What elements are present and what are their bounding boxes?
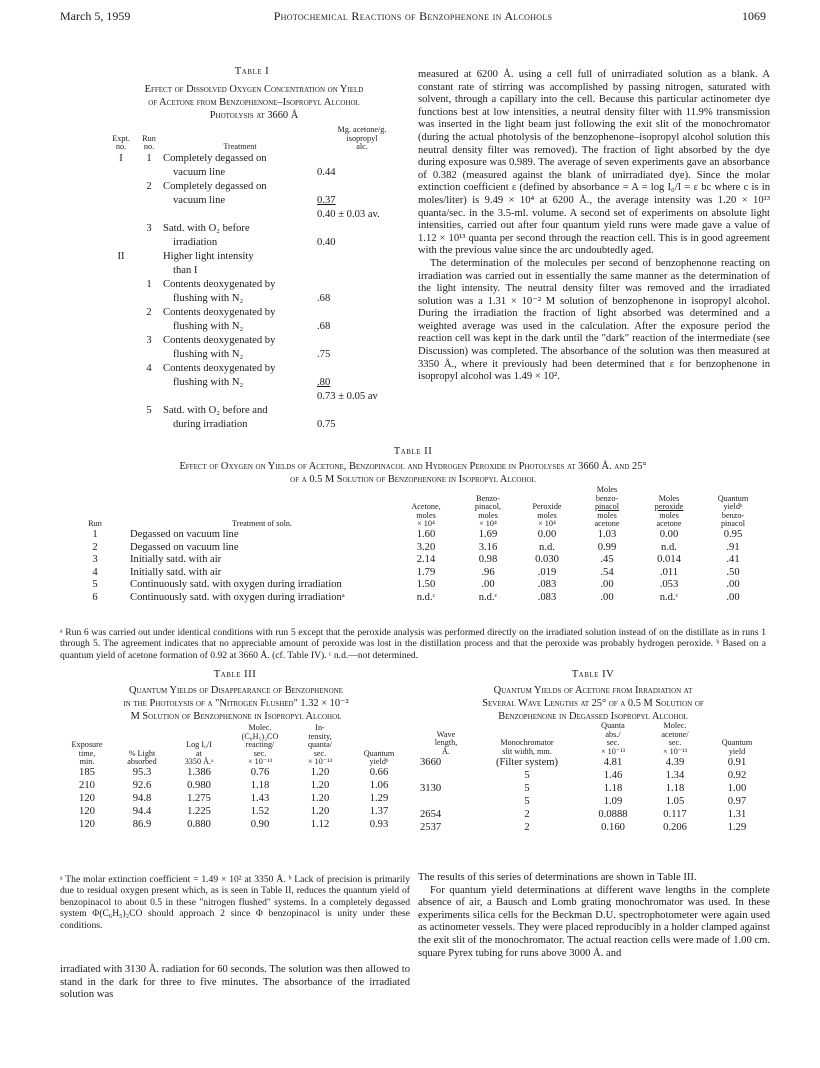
table-cell-value: .80	[317, 377, 331, 389]
table-cell-ratio2: 0.00	[659, 528, 679, 540]
table-cell-run: 4	[146, 363, 152, 375]
table-cell-benzopinacol: 0.98	[478, 554, 498, 566]
table-cell-quanta: 4.81	[603, 756, 623, 768]
table-4-label: Table IV	[571, 669, 615, 680]
table-2-caption: Effect of Oxygen on Yields of Acetone, Benzopinacol and Hydrogen Peroxide in Photolyses at 3660 Å. and 25° of a 0.5 M Solution of Benzophenone in Isopropyl Alcohol	[179, 461, 647, 485]
table-row	[420, 795, 768, 808]
table-cell-wave: 3130	[420, 782, 442, 794]
table-cell-run	[135, 236, 163, 250]
table-cell-light: 86.9	[132, 819, 152, 831]
table-cell-time: 210	[79, 780, 95, 792]
table-cell-expt	[107, 194, 135, 208]
table-cell-quantum: 0.97	[727, 795, 747, 807]
table-cell-value	[317, 250, 407, 264]
table-cell-run	[135, 208, 163, 222]
table-cell-time: 120	[79, 806, 95, 818]
table-row	[420, 782, 768, 795]
table-cell-intensity: 1.12	[310, 819, 330, 831]
table-cell-log: 0.880	[187, 819, 211, 831]
paragraph: irradiated with 3130 Å. radiation for 60 seconds. The solution was then allowed to stand in the dark for three to five minutes. The absorbance of the irradiated solution was	[60, 964, 410, 1001]
table-row	[107, 348, 407, 362]
table-cell-acetone: 2.14	[416, 554, 436, 566]
table-cell-treatment: Contents deoxygenated by	[163, 307, 276, 319]
table-cell-quantum: 0.91	[727, 756, 747, 768]
table-cell-quanta: 1.46	[603, 769, 623, 781]
table-cell-peroxide: .083	[537, 591, 557, 603]
table-cell-quantum: 1.29	[369, 793, 389, 805]
table-cell-run: 3	[92, 554, 98, 566]
table-cell-run: 2	[92, 541, 98, 553]
table-row	[60, 780, 410, 793]
table-row	[107, 362, 407, 376]
table-cell-value: .68	[317, 293, 331, 305]
table-cell-run: 5	[146, 405, 152, 417]
table-cell-ratio1: 1.03	[597, 528, 617, 540]
table-cell-wave: 2654	[420, 808, 442, 820]
table-row	[107, 222, 407, 236]
table-cell-quantum: 1.29	[727, 821, 747, 833]
table-cell-run	[135, 264, 163, 278]
table-cell-acetone: 1.79	[416, 566, 436, 578]
table-row	[60, 529, 766, 542]
table-1-caption: Effect of Dissolved Oxygen Concentration on Yield of Acetone from Benzophenone–Isopropyl Alcohol Photolysis at 3660 Å	[144, 84, 364, 121]
table-cell-value: 0.37	[317, 195, 336, 207]
table-cell-acetone: 3.20	[416, 541, 436, 553]
table-cell-expt	[107, 222, 135, 236]
table-cell-log: 0.980	[187, 780, 211, 792]
table-cell-treatment: Degassed on vacuum line	[130, 528, 239, 540]
table-cell-quanta: 0.160	[601, 821, 625, 833]
table-cell-acetone: 1.60	[416, 528, 436, 540]
table-cell-benzopinacol: 1.69	[478, 528, 498, 540]
table-cell-quanta: 1.09	[603, 795, 623, 807]
table-cell-value	[317, 334, 407, 348]
table-cell-peroxide: .019	[537, 566, 557, 578]
table-cell-quantum: 1.00	[727, 782, 747, 794]
table-cell-run: 4	[92, 566, 98, 578]
table-cell-expt	[107, 306, 135, 320]
table-cell-quanta: 1.18	[603, 782, 623, 794]
table-cell-treatment: vacuum line	[173, 195, 226, 207]
table-cell-light: 94.8	[132, 793, 152, 805]
table-cell-ratio1: 0.99	[597, 541, 617, 553]
table-cell-run	[135, 348, 163, 362]
table-cell-molec: 1.18	[665, 782, 685, 794]
table-cell-wave	[420, 769, 472, 782]
table-cell-run	[135, 250, 163, 264]
table-2-footnote: ᵃ Run 6 was carried out under identical conditions with run 5 except that the peroxide analysis was performed directly on the irradiated solution instead of on the distillate as in runs 1 through 5. The agreement indicates that no appreciable amount of peroxide was lost in the distillation process and that the peroxide was probably hydrogen peroxide. ᵇ Based on a quantum yield of acetone formation of 0.92 at 3660 Å. (cf. Table IV). ᶜ n.d.—not determined.	[60, 627, 766, 661]
issue-date: March 5, 1959	[60, 9, 131, 23]
table-cell-quantum: .50	[726, 566, 740, 578]
table-cell-run	[135, 390, 163, 404]
table-3-label: Table III	[213, 669, 257, 680]
table-cell-expt	[107, 292, 135, 306]
table-cell-expt	[107, 348, 135, 362]
table-cell-value: 0.73 ± 0.05 av	[317, 391, 378, 403]
table-cell-time: 120	[79, 793, 95, 805]
table-cell-expt	[107, 362, 135, 376]
table-row	[107, 376, 407, 390]
table-row	[420, 756, 768, 769]
table-cell-treatment: flushing with N₂	[173, 377, 244, 389]
table-cell-intensity: 1.20	[310, 780, 330, 792]
table-cell-value: 0.75	[317, 419, 336, 431]
table-cell-treatment: Satd. with O₂ before	[163, 223, 250, 235]
table-cell-run: 2	[146, 307, 152, 319]
table-cell-wave: 2537	[420, 821, 442, 833]
table-row	[107, 390, 407, 404]
table-cell-treatment: irradiation	[173, 237, 218, 249]
table-row	[107, 236, 407, 250]
table-3-header: Exposure time, min. % Light absorbed Log I₀/I at 3350 Å.ᵃ Molec. (C₆H₅)₂CO reacting/ sec. × 10⁻¹³ In- tensity, quanta/ sec. × 10⁻¹³ Quantum yieldᵇ	[71, 723, 395, 767]
table-cell-value: 0.40	[317, 237, 336, 249]
table-cell-run: 2	[146, 181, 152, 193]
table-row	[107, 166, 407, 180]
table-cell-ratio2: n.d.ᶜ	[659, 591, 679, 603]
table-row	[107, 250, 407, 264]
table-cell-treatment: Contents deoxygenated by	[163, 363, 276, 375]
table-cell-treatment: Continuously satd. with oxygen during irradiation	[130, 579, 342, 591]
table-cell-quantum: 1.06	[369, 780, 389, 792]
table-row	[420, 808, 768, 821]
table-cell-treatment: Initially satd. with air	[130, 554, 222, 566]
table-row	[107, 264, 407, 278]
paragraph: The results of this series of determinations are shown in Table III.	[418, 872, 697, 883]
table-row	[107, 208, 407, 222]
table-cell-treatment: than I	[173, 265, 198, 277]
table-cell-log: 1.386	[187, 767, 211, 779]
table-cell-ratio2: n.d.	[661, 541, 677, 553]
table-cell-expt	[107, 180, 135, 194]
table-row	[60, 592, 766, 605]
table-row	[107, 194, 407, 208]
table-row	[60, 554, 766, 567]
table-cell-value	[317, 180, 407, 194]
table-cell-quantum: 1.31	[727, 808, 747, 820]
table-cell-treatment: Degassed on vacuum line	[130, 541, 239, 553]
table-cell-expt	[107, 390, 135, 404]
table-cell-peroxide: 0.00	[537, 528, 557, 540]
running-header	[60, 10, 766, 26]
table-cell-benzopinacol: .00	[481, 579, 495, 591]
table-cell-light: 95.3	[132, 767, 152, 779]
table-cell-expt	[107, 208, 135, 222]
table-cell-ratio2: .011	[659, 566, 679, 578]
table-cell-treatment: Contents deoxygenated by	[163, 335, 276, 347]
table-cell-run	[135, 320, 163, 334]
table-cell-run: 1	[92, 528, 98, 540]
table-cell-ratio1: .00	[600, 591, 614, 603]
table-cell-peroxide: n.d.	[539, 541, 555, 553]
table-cell-ratio2: 0.014	[657, 554, 681, 566]
table-cell-mono: 2	[524, 808, 530, 820]
table-cell-expt	[107, 418, 135, 432]
table-cell-molec: 4.39	[665, 756, 685, 768]
table-row	[420, 769, 768, 782]
table-cell-run: 6	[92, 591, 98, 603]
table-cell-molec: 1.43	[250, 793, 270, 805]
table-1	[102, 66, 402, 79]
table-cell-value	[317, 264, 407, 278]
table-row	[107, 152, 407, 166]
table-cell-treatment	[163, 390, 317, 404]
table-cell-benzopinacol: n.d.ᶜ	[478, 591, 498, 603]
table-cell-value	[317, 404, 407, 418]
table-cell-treatment: Continuously satd. with oxygen during irradiationᵃ	[130, 591, 345, 603]
table-row	[107, 404, 407, 418]
table-cell-expt	[107, 236, 135, 250]
table-cell-treatment: during irradiation	[173, 419, 248, 431]
table-row	[107, 306, 407, 320]
table-cell-wave: 3660	[420, 756, 442, 768]
table-cell-peroxide: .083	[537, 579, 557, 591]
table-cell-peroxide: 0.030	[535, 554, 559, 566]
table-4-grid	[420, 722, 768, 834]
table-row	[60, 767, 410, 780]
table-cell-expt	[107, 278, 135, 292]
table-cell-treatment	[163, 208, 317, 222]
table-cell-treatment: flushing with N₂	[173, 293, 244, 305]
table-cell-wave	[420, 795, 472, 808]
table-cell-value	[317, 278, 407, 292]
table-cell-value	[317, 222, 407, 236]
table-cell-run	[135, 166, 163, 180]
table-cell-treatment: flushing with N₂	[173, 349, 244, 361]
table-cell-expt: I	[119, 153, 123, 165]
table-cell-mono: (Filter system)	[495, 756, 559, 768]
table-cell-run	[135, 418, 163, 432]
table-cell-time: 120	[79, 819, 95, 831]
table-cell-expt	[107, 166, 135, 180]
table-cell-light: 94.4	[132, 806, 152, 818]
table-4-caption: Quantum Yields of Acetone from Irradiation at Several Wave Lengths at 25° of a 0.5 M Solution of Benzophenone in Degassed Isopropyl Alcohol	[482, 685, 704, 722]
table-row	[107, 334, 407, 348]
table-cell-treatment: Higher light intensity	[163, 251, 254, 263]
table-cell-quantum: .41	[726, 554, 740, 566]
table-cell-molec: 1.05	[665, 795, 685, 807]
table-2-header: Run Treatment of soln. Acetone, moles × 10⁴ Benzo- pinacol, moles × 10⁴ Peroxide moles × 10⁴ Moles benzo- pinacol moles acetone Moles peroxide moles acetone Quantum yieldᵇ benzo- pinacol	[88, 485, 749, 529]
table-cell-molec: 0.90	[250, 819, 270, 831]
table-cell-treatment: Completely degassed on	[163, 181, 267, 193]
table-cell-mono: 5	[524, 795, 530, 807]
table-cell-expt	[107, 334, 135, 348]
table-cell-value: .68	[317, 321, 331, 333]
table-row	[107, 180, 407, 194]
table-row	[60, 567, 766, 580]
table-cell-value: 0.40 ± 0.03 av.	[317, 209, 380, 221]
table-cell-quanta: 0.0888	[598, 808, 628, 820]
table-cell-run: 3	[146, 223, 152, 235]
table-cell-log: 1.225	[187, 806, 211, 818]
table-cell-intensity: 1.20	[310, 767, 330, 779]
table-1-label: Table I	[234, 66, 270, 77]
table-cell-time: 185	[79, 767, 95, 779]
right-column-text	[418, 69, 770, 384]
table-cell-run: 1	[146, 279, 152, 291]
table-cell-ratio1: .45	[600, 554, 614, 566]
table-1-header: Expt. no. Run no. Treatment Mg. acetone/g. isopropyl alc.	[112, 125, 387, 152]
table-row	[60, 806, 410, 819]
table-cell-treatment: Satd. with O₂ before and	[163, 405, 268, 417]
table-cell-molec: 1.34	[665, 769, 685, 781]
table-cell-run: 1	[146, 153, 152, 165]
table-3-caption: Quantum Yields of Disappearance of Benzophenone in the Photolysis of a "Nitrogen Flushed" 1.32 × 10⁻² M Solution of Benzophenone in Isopropyl Alcohol	[123, 685, 349, 722]
table-cell-value: 0.44	[317, 167, 336, 179]
page-number: 1069	[742, 9, 766, 23]
table-row	[420, 821, 768, 834]
table-1-grid	[107, 126, 407, 432]
table-cell-quantum: 0.92	[727, 769, 747, 781]
table-cell-run: 5	[92, 579, 98, 591]
table-cell-mono: 2	[524, 821, 530, 833]
table-cell-light: 92.6	[132, 780, 152, 792]
table-row	[60, 793, 410, 806]
table-cell-run	[135, 292, 163, 306]
table-cell-treatment: flushing with N₂	[173, 321, 244, 333]
table-cell-quantum: 0.66	[369, 767, 389, 779]
table-cell-molec: 0.206	[663, 821, 687, 833]
table-cell-expt	[107, 320, 135, 334]
table-cell-treatment: vacuum line	[173, 167, 226, 179]
table-cell-molec: 0.117	[663, 808, 687, 820]
table-cell-benzopinacol: .96	[481, 566, 495, 578]
table-cell-acetone: n.d.ᶜ	[416, 591, 436, 603]
table-cell-value	[317, 306, 407, 320]
table-cell-log: 1.275	[187, 793, 211, 805]
table-cell-ratio2: .053	[659, 579, 679, 591]
paragraph: For quantum yield determinations at different wave lengths in the complete absence of air, a Bausch and Lomb grating monochromator was used. In these experiments silica cells for the Beckman D.U. spectrophotometer were again used as actinometer vessels. They were placed reproducibly in a holder clamped against the exit slit of the monochromator. The actual reaction cells were made of 1.00 cm. square Pyrex tubing for runs above 3000 Å. and	[418, 884, 770, 959]
table-cell-quantum: .00	[726, 591, 740, 603]
table-row	[107, 278, 407, 292]
table-cell-acetone: 1.50	[416, 579, 436, 591]
table-cell-benzopinacol: 3.16	[478, 541, 498, 553]
table-cell-mono: 5	[524, 769, 530, 781]
table-cell-run	[135, 376, 163, 390]
left-bottom-text	[60, 964, 410, 1002]
right-bottom-text	[418, 872, 770, 960]
table-cell-mono: 5	[524, 782, 530, 794]
running-title: Photochemical Reactions of Benzophenone in Alcohols	[273, 9, 553, 23]
table-row	[60, 542, 766, 555]
table-2-grid	[60, 486, 766, 605]
table-cell-ratio1: .00	[600, 579, 614, 591]
table-cell-molec: 0.76	[250, 767, 270, 779]
table-cell-quantum: .00	[726, 579, 740, 591]
table-row	[107, 418, 407, 432]
table-cell-expt	[107, 376, 135, 390]
table-4-header: Wave length, Å. Monochromator slit width, mm. Quanta abs./ sec. × 10⁻¹³ Molec. acetone/ sec. × 10⁻¹³ Quantum yield	[434, 721, 753, 756]
table-cell-expt	[107, 264, 135, 278]
table-cell-treatment: Initially satd. with air	[130, 566, 222, 578]
table-cell-quantum: 0.93	[369, 819, 389, 831]
table-row	[107, 292, 407, 306]
table-cell-molec: 1.18	[250, 780, 270, 792]
table-cell-intensity: 1.20	[310, 793, 330, 805]
table-cell-ratio1: .54	[600, 566, 614, 578]
table-row	[60, 819, 410, 832]
table-2-label: Table II	[393, 446, 433, 457]
table-cell-expt	[107, 404, 135, 418]
table-3-grid	[60, 724, 410, 832]
table-cell-expt: II	[117, 251, 125, 263]
table-row	[107, 320, 407, 334]
table-cell-treatment: Completely degassed on	[163, 153, 267, 165]
table-cell-molec: 1.52	[250, 806, 270, 818]
table-cell-treatment: Contents deoxygenated by	[163, 279, 276, 291]
table-cell-intensity: 1.20	[310, 806, 330, 818]
table-cell-value	[317, 152, 407, 166]
table-3-footnote: ᵃ The molar extinction coefficient = 1.49 × 10² at 3350 Å. ᵇ Lack of precision is primarily due to residual oxygen present which, as is seen in Table II, reduces the quantum yield of benzopinacol to about 0.5 in these "nitrogen flushed" systems. In a completely degassed system Φ(C₆H₅)₂CO should approach 2 since Φ benzopinacol is unity under these conditions.	[60, 874, 410, 931]
table-row	[60, 579, 766, 592]
table-cell-quantum: 1.37	[369, 806, 389, 818]
table-cell-value	[317, 362, 407, 376]
paragraph: measured at 6200 Å. using a cell full of unirradiated solution as a blank. A constant rate of stirring was accomplished by passing nitrogen, saturated with solvent, through a capillary into the cell. Because this particular actinometer dye functions best at low intensities, a neutral density filter with 11.9% transmission was inserted in the light beam just following the exit slit of the monochromator (during the actual photolysis of the benzophenone–isopropyl alcohol solution this neutral density filter was removed). The fraction of light absorbed by the dye during exposure was 0.989. The average of seven experiments gave an absorbance of 0.382 (measured against the blank of unirradiated dye). Since the molar extinction coefficient ε (defined by absorbance = A = log I₀/I = ε bc where c is in moles/liter) is 9.49 × 10⁴ at 6200 Å., the average intensity was 1.20 × 10¹³ quanta/sec. in the 3.5-ml. volume. A second set of experiments on absolute light intensities, carried out after four quantum yield runs were made gave a value of 1.12 × 10¹³ quanta per second through the reaction cell. This is in good agreement with the previous value since the arc undoubtedly aged.	[418, 69, 770, 257]
paragraph: The determination of the molecules per second of benzophenone reacting on irradiation was carried out in essentially the same manner as the determination of the light intensity. The neutral density filter was removed and the irradiated solution was a 1.31 × 10⁻² M solution of benzophenone in isopropyl alcohol. During the irradiation the fraction of light absorbed was determined and a weighted average was used in the calculation. After the exposure period the reaction cell was kept in the dark until the "dark" reaction of the intermediate (see Discussion) was completed. The absorbance of the solution was then measured at 3350 Å., where it previously had been determined that ε for benzophenone in isopropyl alcohol was 1.49 × 10².	[418, 257, 770, 383]
table-cell-run: 3	[146, 335, 152, 347]
table-cell-quantum: 0.95	[723, 528, 743, 540]
table-cell-run	[135, 194, 163, 208]
table-cell-quantum: .91	[726, 541, 740, 553]
table-cell-value: .75	[317, 349, 331, 361]
